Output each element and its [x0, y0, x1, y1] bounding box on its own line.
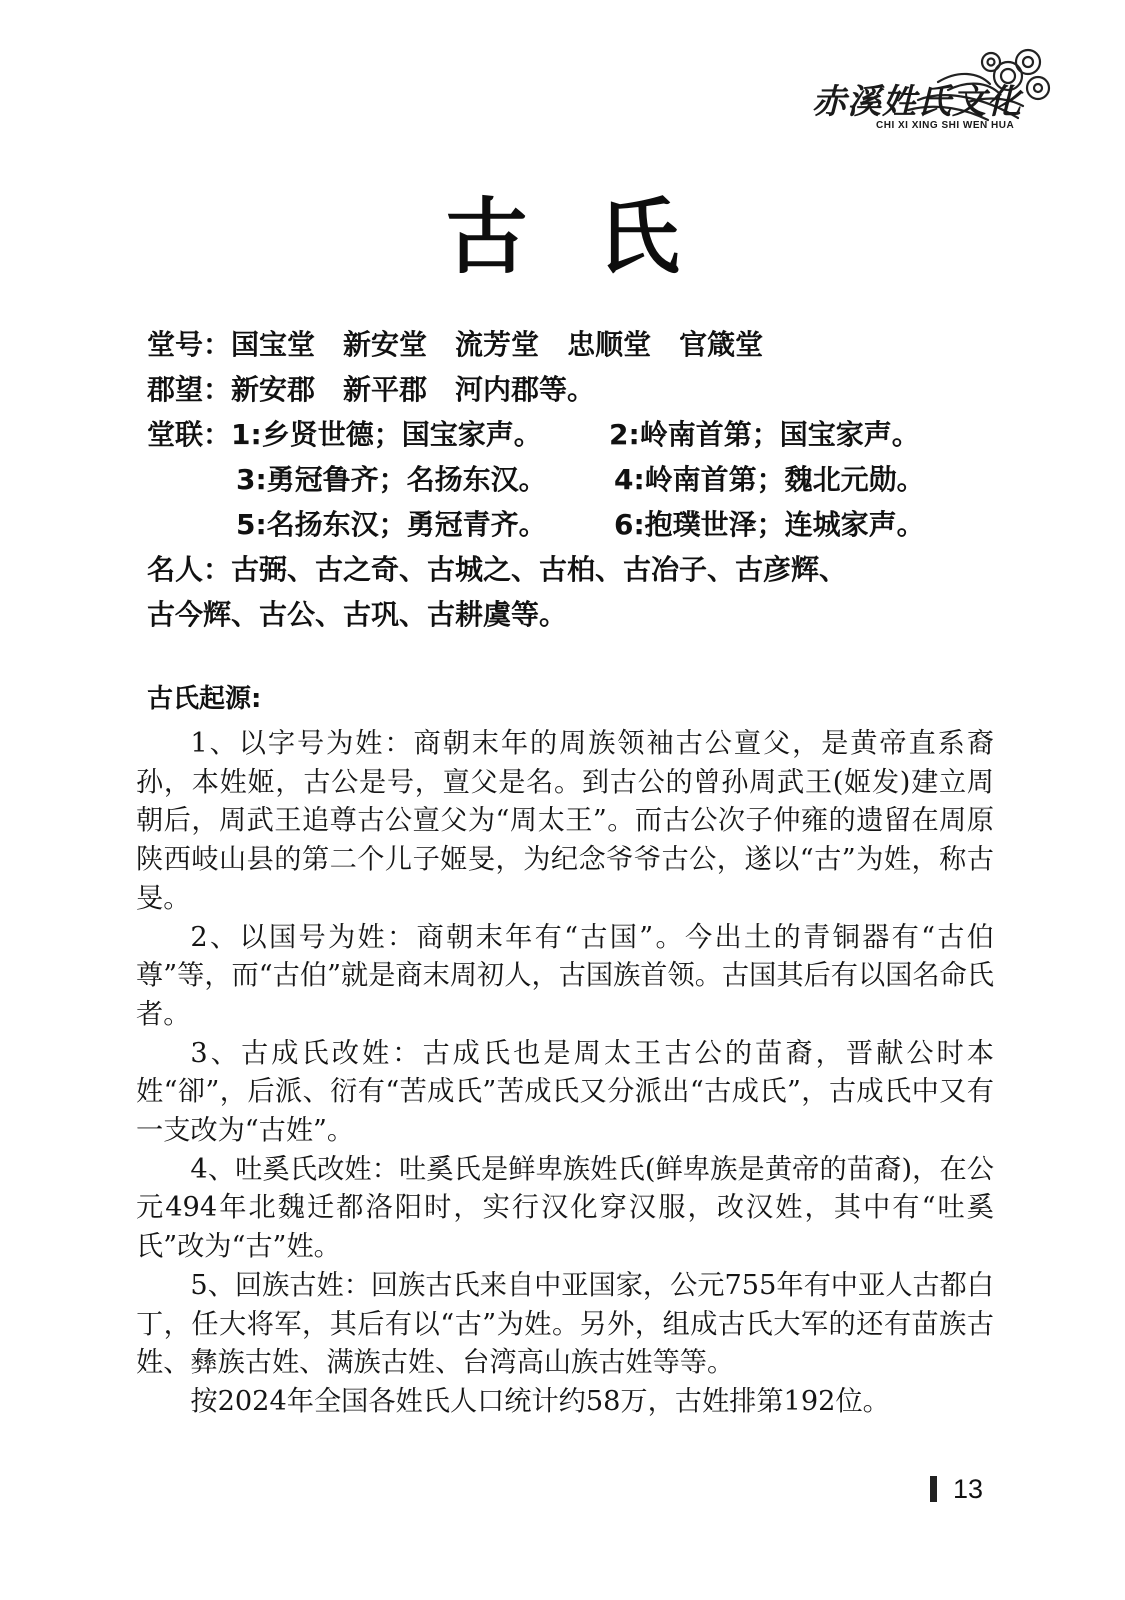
mingren-list: 古今辉、古公、古巩、古耕虞等。 [147, 598, 568, 631]
tanghao-item: 国宝堂 [231, 328, 316, 361]
couplet-item: 5:名扬东汉；勇冠青齐。 [236, 508, 547, 541]
tanglian-line [147, 457, 925, 502]
page-marker-bar [930, 1476, 937, 1502]
junwang-line [147, 367, 925, 412]
junwang-item: 新平郡 [343, 373, 428, 406]
origin-paragraph: 2、以国号为姓：商朝末年有“古国”。今出土的青铜器有“古伯尊”等，而“古伯”就是商末周初人，古国族首领。古国其后有以国名命氏者。 [136, 921, 994, 1030]
origin-paragraph: 3、古成氏改姓：古成氏也是周太王古公的苗裔，晋献公时本姓“卻”，后派、衍有“苦成氏”苦成氏又分派出“古成氏”，古成氏中又有一支改为“古姓”。 [136, 1037, 994, 1147]
couplet-item: 1:乡贤世德；国宝家声。 [231, 418, 542, 451]
origin-heading: 古氏起源: [147, 684, 262, 714]
mingren-line [147, 592, 925, 637]
surname-info [147, 322, 925, 637]
page-number [930, 1474, 983, 1505]
tanghao-item: 忠顺堂 [567, 328, 652, 361]
header-logo [812, 40, 1058, 140]
tanghao-item: 官箴堂 [679, 328, 764, 361]
tanghao-item: 新安堂 [343, 328, 428, 361]
mingren-list: 古弼、古之奇、古城之、古柏、古冶子、古彦辉、 [231, 553, 848, 586]
couplet-item: 2:岭南首第；国宝家声。 [609, 418, 920, 451]
origin-paragraph: 按2024年全国各姓氏人口统计约58万，古姓排第192位。 [190, 1385, 890, 1417]
mingren-label: 名人： [147, 553, 232, 586]
tanghao-label: 堂号： [147, 328, 232, 361]
origin-paragraph: 5、回族古姓：回族古氏来自中亚国家，公元755年有中亚人古都白丁，任大将军，其后有以“古”为姓。另外，组成古氏大军的还有苗族古姓、彝族古姓、满族古姓、台湾高山族古姓等等。 [136, 1269, 994, 1379]
junwang-item: 河内郡等。 [455, 373, 596, 406]
tanglian-line [147, 412, 925, 457]
tanglian-line [147, 502, 925, 547]
origin-body [136, 725, 994, 1422]
tanglian-label: 堂联： [147, 418, 232, 451]
junwang-label: 郡望： [147, 373, 232, 406]
logo-title: 赤溪姓氏文化 [812, 82, 1022, 122]
origin-paragraph: 4、吐奚氏改姓：吐奚氏是鲜卑族姓氏(鲜卑族是黄帝的苗裔)，在公元494年北魏迁都洛阳时，实行汉化穿汉服，改汉姓，其中有“吐奚氏”改为“古”姓。 [136, 1153, 994, 1263]
mingren-line [147, 547, 925, 592]
logo-pinyin: CHI XI XING SHI WEN HUA [876, 120, 1015, 131]
origin-paragraph: 1、以字号为姓：商朝末年的周族领袖古公亶父，是黄帝直系裔孙，本姓姬，古公是号，亶父是名。到古公的曾孙周武王(姬发)建立周朝后，周武王追尊古公亶父为“周太王”。而古公次子仲雍的遗留在周原陕西岐山县的第二个儿子姬旻，为纪念爷爷古公，遂以“古”为姓，称古旻。 [136, 728, 994, 914]
junwang-item: 新安郡 [231, 373, 316, 406]
tanghao-line [147, 322, 925, 367]
couplet-item: 4:岭南首第；魏北元勋。 [614, 463, 925, 496]
couplet-item: 3:勇冠鲁齐；名扬东汉。 [236, 463, 547, 496]
tanghao-item: 流芳堂 [455, 328, 540, 361]
page-title: 古氏 [445, 189, 750, 285]
couplet-item: 6:抱璞世泽；连城家声。 [614, 508, 925, 541]
page-number-text: 13 [953, 1474, 984, 1504]
